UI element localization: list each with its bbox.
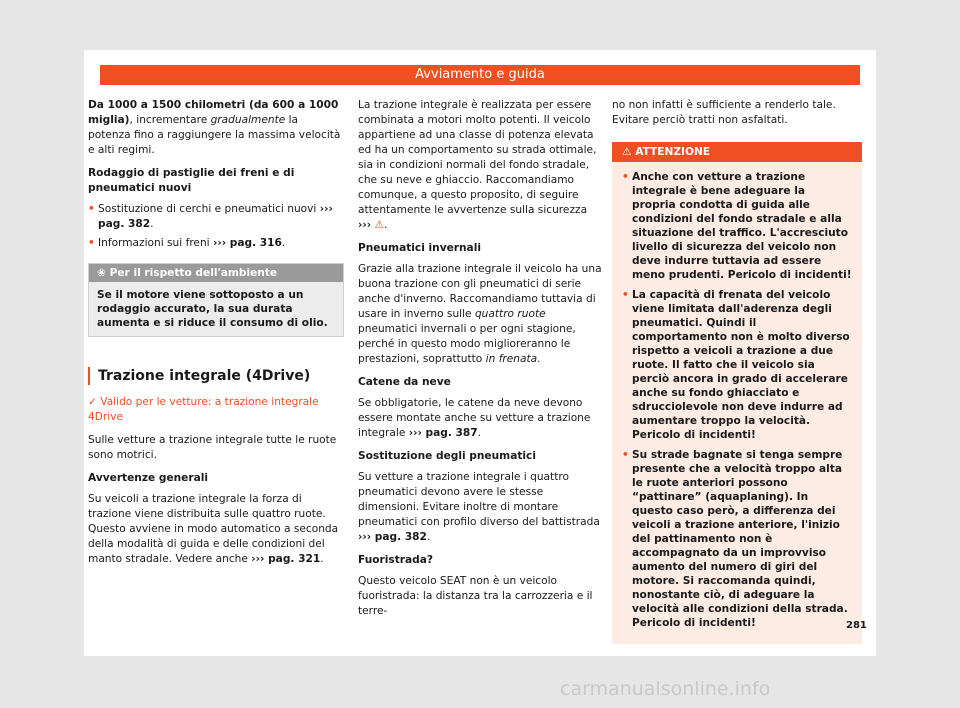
environment-note [88, 263, 344, 337]
warning-triangle-icon: ⚠ [622, 146, 632, 158]
general-paragraph: Su veicoli a trazione integrale la forza di trazione viene distribuita sulle quattro ruote. Questo avviene in modo automatico a seconda della modalità di guida e delle condizioni del manto stradale. Vedere anche ››› pag. 321. [88, 493, 339, 565]
section-title: Trazione integrale (4Drive) [88, 367, 344, 385]
brakes-tyres-heading: Rodaggio di pastiglie dei freni e di pneumatici nuovi [88, 167, 295, 194]
bullet-text: Sostituzione di cerchi e pneumatici nuovi [98, 203, 320, 215]
validity-note [88, 395, 344, 425]
warning-reference-link[interactable]: ››› [358, 219, 372, 231]
column-middle [358, 98, 602, 627]
intro-4drive-paragraph: La trazione integrale è realizzata per essere combinata a motori molto potenti. Il veicolo appartiene ad una classe di potenza elevata ed ha un comportamento su strada ottimale, sia in condizioni normali del fondo stradale, che su neve e ghiaccio. Raccomandiamo comunque, a questo proposito, di seguire attentamente le avvertenze sulla sicurezza ››› ⚠. [358, 99, 597, 231]
page-number: 281 [846, 620, 867, 631]
column-right [612, 98, 862, 644]
bullet-item: • Informazioni sui freni ››› pag. 316. [88, 236, 344, 251]
text-span: Se obbligatorie, le catene da neve devono essere montate anche su vetture a trazione integrale [358, 397, 591, 439]
emphasis-text: quattro ruote [474, 308, 546, 320]
environment-note-title: Per il rispetto dell'ambiente [109, 267, 278, 279]
page-reference-link[interactable]: ››› pag. 316 [212, 237, 282, 249]
snow-chains-paragraph: Se obbligatorie, le catene da neve devono essere montate anche su vetture a trazione integrale ››› pag. 387. [358, 397, 591, 439]
tyre-replacement-heading: Sostituzione degli pneumatici [358, 450, 536, 462]
warning-box [612, 142, 862, 644]
text-span: pneumatici invernali o per ogni stagione, perché in questo modo miglioreranno le prestazioni, soprattutto [358, 323, 576, 365]
text-span: , incrementare [129, 114, 211, 126]
page-reference-link[interactable]: ››› pag. 382 [358, 531, 427, 543]
text-span: la potenza fino a raggiungere la massima velocità e alti regimi. [88, 114, 341, 156]
mileage-range: Da 1000 a 1500 chilometri (da 600 a 1000 miglia) [88, 99, 339, 126]
warning-triangle-icon: ⚠ [374, 219, 384, 231]
intro-paragraph: Sulle vetture a trazione integrale tutte le ruote sono motrici. [88, 434, 337, 461]
page-reference-link[interactable]: ››› pag. 387 [408, 427, 478, 439]
checkmark-icon: ✓ [88, 396, 97, 408]
bullet-text: Informazioni sui freni [98, 237, 213, 249]
offroad-heading: Fuoristrada? [358, 554, 434, 566]
winter-tyres-heading: Pneumatici invernali [358, 242, 481, 254]
emphasis-text: in frenata [485, 353, 538, 365]
mileage-paragraph [88, 98, 344, 158]
warning-item: • Anche con vetture a trazione integrale è bene adeguare la propria condotta di guida alle condizioni del fondo stradale e alla situazione del traffico. L'accresciuto livello di sicurezza del veicolo non deve indurre tuttavia ad essere meno prudenti. Pericolo di incidenti! [622, 170, 852, 282]
text-span: Su vetture a trazione integrale i quattro pneumatici devono avere le stesse dimensioni. Evitare inoltre di montare pneumatici con profilo diverso del battistrada [358, 471, 600, 528]
warning-header [612, 142, 862, 162]
bullet-item: • Sostituzione di cerchi e pneumatici nuovi ››› pag. 382. [88, 202, 344, 232]
winter-tyres-paragraph: Grazie alla trazione integrale il veicolo ha una buona trazione con gli pneumatici di serie anche d'inverno. Raccomandiamo tuttavia di usare in inverno sulle quattro ruote pneumatici invernali o per ogni stagione, perché in questo modo miglioreranno le prestazioni, soprattutto in frenata. [358, 263, 602, 365]
warning-item: • Su strade bagnate si tenga sempre presente che a velocità troppo alta le ruote anteriori possono “pattinare” (aquaplaning). In questo caso però, a differenza dei veicoli a trazione anteriore, l'inizio del pattinamento non è accompagnato da un improvviso aumento del numero di giri del motore. Si raccomanda quindi, nonostante ciò, di adeguare la velocità alle condizioni della strada. Pericolo di incidenti! [622, 448, 852, 630]
emphasis-text: gradualmente [210, 114, 286, 126]
general-heading: Avvertenze generali [88, 472, 209, 484]
chapter-header: Avviamento e guida [100, 65, 860, 85]
tyre-replacement-paragraph: Su vetture a trazione integrale i quattro pneumatici devono avere le stesse dimensioni. Evitare inoltre di montare pneumatici con profilo diverso del battistrada ››› pag. 382. [358, 471, 600, 543]
snow-chains-heading: Catene da neve [358, 376, 451, 388]
warning-title: ATTENZIONE [635, 146, 711, 158]
environment-note-header [89, 264, 343, 282]
offroad-paragraph: Questo veicolo SEAT non è un veicolo fuoristrada: la distanza tra la carrozzeria e il terre- [358, 575, 593, 617]
leaf-icon: ❀ [97, 267, 106, 279]
page-reference-link[interactable]: ››› pag. 382 [98, 203, 333, 230]
text-span: Su veicoli a trazione integrale la forza di trazione viene distribuita sulle quattro ruote. Questo avviene in modo automatico a seconda della modalità di guida e delle condizioni del manto stradale. Vedere anche [88, 493, 339, 565]
validity-text: Valido per le vetture: a trazione integrale 4Drive [88, 396, 319, 423]
page-reference-link[interactable]: ››› pag. 321 [251, 553, 321, 565]
environment-note-body: Se il motore viene sottoposto a un rodaggio accurato, la sua durata aumenta e si riduce il consumo di olio. [89, 282, 343, 336]
text-span: Grazie alla trazione integrale il veicolo ha una buona trazione con gli pneumatici di serie anche d'inverno. Raccomandiamo tuttavia di usare in inverno sulle [358, 263, 602, 320]
warning-item: • La capacità di frenata del veicolo viene limitata dall'aderenza degli pneumatici. Quindi il comportamento non è molto diverso rispetto a veicoli a trazione a due ruote. Il fatto che il veicolo sia perciò ancora in grado di accelerare anche su fondo ghiacciato e sdrucciolevole non deve indurre ad aumentare troppo la velocità. Pericolo di incidenti! [622, 288, 852, 442]
warning-body [612, 162, 862, 644]
offroad-continued-paragraph: no non infatti è sufficiente a renderlo tale. Evitare perciò tratti non asfaltati. [612, 99, 836, 126]
column-left [88, 98, 344, 575]
text-span: La trazione integrale è realizzata per essere combinata a motori molto potenti. Il veicolo appartiene ad una classe di potenza elevata ed ha un comportamento su strada ottimale, sia in condizioni normali del fondo stradale, che su neve e ghiaccio. Raccomandiamo comunque, a questo proposito, di seguire attentamente le avvertenze sulla sicurezza [358, 99, 597, 216]
watermark: carmanualsonline.info [560, 678, 771, 700]
